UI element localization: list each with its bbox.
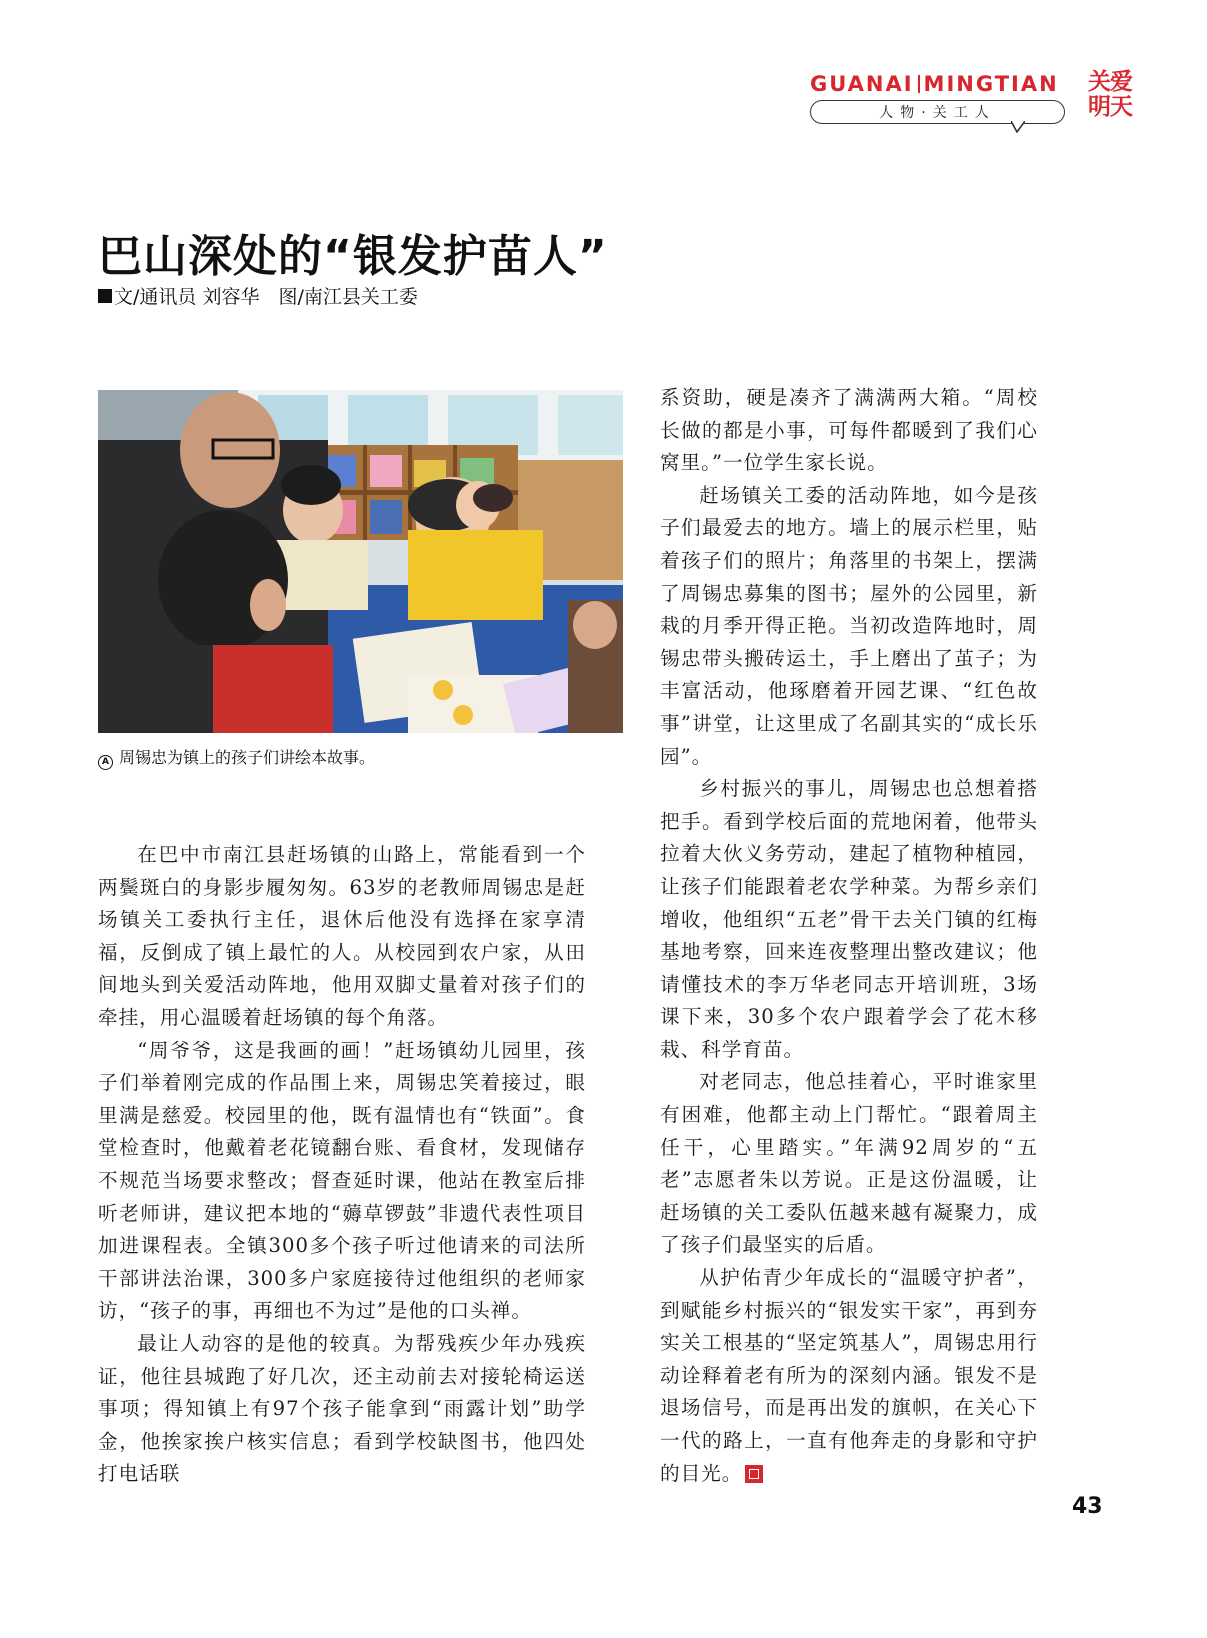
photo-marker-icon: A bbox=[98, 755, 113, 770]
paragraph: 对老同志，他总挂着心，平时谁家里有困难，他都主动上门帮忙。“跟着周主任干，心里踏实。”年满92周岁的“五老”志愿者朱以芳说。正是这份温暖，让赶场镇的关工委队伍越来越有凝聚力，成了孩子们最坚实的后盾。 bbox=[660, 1070, 1038, 1257]
article-title: 巴山深处的“银发护苗人” bbox=[98, 231, 608, 282]
column-subtitle: 人物·关工人 bbox=[879, 105, 996, 121]
paragraph-continued: 系资助，硬是凑齐了满满两大箱。“周校长做的都是小事，可每件都暖到了我们心窝里。”一位学生家长说。 bbox=[660, 386, 1038, 475]
article-photo bbox=[98, 390, 623, 733]
byline-square-icon bbox=[98, 289, 112, 303]
body-column-right bbox=[660, 382, 1038, 1490]
column-name-pinyin: GUANAI MINGTIAN bbox=[810, 72, 1059, 96]
speech-bubble-tail-icon bbox=[1011, 121, 1025, 133]
paragraph: 赶场镇关工委的活动阵地，如今是孩子们最爱去的地方。墙上的展示栏里，贴着孩子们的照片；角落里的书架上，摆满了周锡忠募集的图书；屋外的公园里，新栽的月季开得正艳。当初改造阵地时，周锡忠带头搬砖运土，手上磨出了茧子；为丰富活动，他琢磨着开园艺课、“红色故事”讲堂，让这里成了名副其实的“成长乐园”。 bbox=[660, 483, 1038, 768]
paragraph: 最让人动容的是他的较真。为帮残疾少年办残疾证，他往县城跑了好几次，还主动前去对接轮椅运送事项；得知镇上有97个孩子能拿到“雨露计划”助学金，他挨家挨户核实信息；看到学校缺图书，他四处打电话联 bbox=[98, 1331, 586, 1486]
paragraph: 乡村振兴的事儿，周锡忠也总想着搭把手。看到学校后面的荒地闲着，他带头拉着大伙义务劳动，建起了植物种植园，让孩子们能跟着老农学种菜。为帮乡亲们增收，他组织“五老”骨干去关门镇的红梅基地考察，回来连夜整理出整改建议；他请懂技术的李万华老同志开培训班，3场课下来，30多个农户跟着学会了花木移栽、科学育苗。 bbox=[660, 777, 1038, 1061]
photo-illustration bbox=[98, 390, 623, 733]
page-number: 43 bbox=[1072, 1494, 1103, 1519]
article-byline: 文/通讯员 刘容华 图/南江县关工委 bbox=[98, 282, 418, 309]
column-subtitle-bubble bbox=[810, 100, 1065, 124]
photo-caption: A 周锡忠为镇上的孩子们讲绘本故事。 bbox=[98, 745, 375, 770]
paragraph: “周爷爷，这是我画的画！”赶场镇幼儿园里，孩子们举着刚完成的作品围上来，周锡忠笑着接过，眼里满是慈爱。校园里的他，既有温情也有“铁面”。食堂检查时，他戴着老花镜翻台账、看食材，发现储存不规范当场要求整改；督查延时课，他站在教室后排听老师讲，建议把本地的“薅草锣鼓”非遗代表性项目加进课程表。全镇300多个孩子听过他请来的司法所干部讲法治课，300多户家庭接待过他组织的老师家访，“孩子的事，再细也不为过”是他的口头禅。 bbox=[98, 1038, 586, 1323]
paragraph-final: 从护佑青少年成长的“温暖守护者”，到赋能乡村振兴的“银发实干家”，再到夯实关工根基的“坚定筑基人”，周锡忠用行动诠释着老有所为的深刻内涵。银发不是退场信号，而是再出发的旗帜，在关心下一代的路上，一直有他奔走的身影和守护的目光。 bbox=[660, 1266, 1038, 1485]
column-header bbox=[810, 69, 1150, 132]
article-end-mark-icon bbox=[745, 1465, 763, 1483]
magazine-logo: 关爱 明天 bbox=[1088, 69, 1132, 120]
paragraph: 在巴中市南江县赶场镇的山路上，常能看到一个两鬓斑白的身影步履匆匆。63岁的老教师周锡忠是赶场镇关工委执行主任，退休后他没有选择在家享清福，反倒成了镇上最忙的人。从校园到农户家，从田间地头到关爱活动阵地，他用双脚丈量着对孩子们的牵挂，用心温暖着赶场镇的每个角落。 bbox=[98, 843, 586, 1029]
body-column-left bbox=[98, 839, 586, 1491]
header-separator bbox=[918, 75, 920, 93]
